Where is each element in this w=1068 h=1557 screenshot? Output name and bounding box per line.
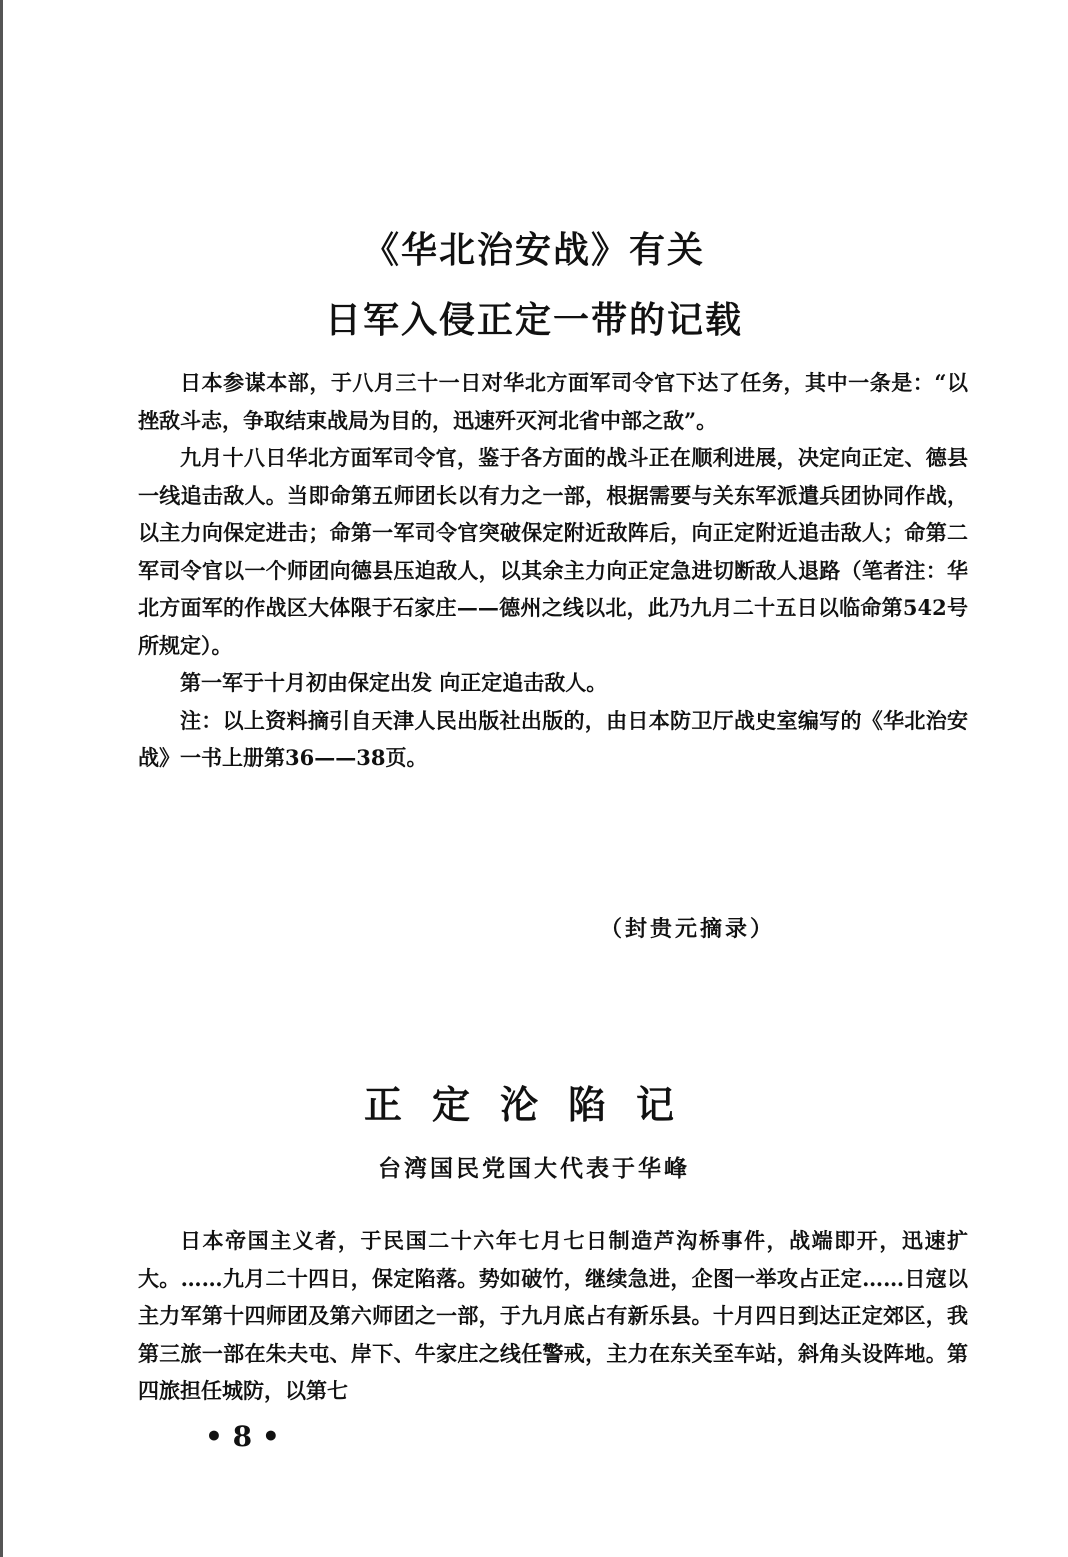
page-number: • 8 • [205, 1420, 280, 1453]
article1-note: 注：以上资料摘引自天津人民出版社出版的，由日本防卫厅战史室编写的《华北治安战》一书上册第36——38页。 [138, 707, 968, 770]
article1-signature: （封贵元摘录） [600, 916, 776, 942]
article1-paragraph: 日本参谋本部，于八月三十一日对华北方面军司令官下达了任务，其中一条是：“以挫敌斗志，争取结束战局为目的，迅速歼灭河北省中部之敌”。 [138, 370, 968, 433]
article2-paragraph: 日本帝国主义者，于民国二十六年七月七日制造芦沟桥事件，战端即开，迅速扩大。……九月二十四日，保定陷落。势如破竹，继续急进，企图一举攻占正定……日寇以主力军第十四师团及第六师团之一部，于九月底占有新乐县。十月四日到达正定郊区，我第三旅一部在朱夫屯、岸下、牛家庄之线任警戒，主力在东关至车站，斜角头设阵地。第四旅担任城防，以第七 [138, 1228, 968, 1403]
article1-body [138, 364, 968, 777]
article1-title-line2: 日军入侵正定一带的记载 [324, 299, 743, 341]
article2-author: 台湾国民党国大代表于华峰 [378, 1155, 690, 1182]
article2-title: 正定沦陷记 [363, 1082, 704, 1127]
article1-paragraph: 第一军于十月初由保定出发 向正定追击敌人。 [180, 670, 608, 695]
article1-paragraph: 九月十八日华北方面军司令官，鉴于各方面的战斗正在顺利进展，决定向正定、德县一线追击敌人。当即命第五师团长以有力之一部，根据需要与关东军派遣兵团协同作战，以主力向保定进击；命第一军司令官突破保定附近敌阵后，向正定附近追击敌人；命第二军司令官以一个师团向德县压迫敌人，以其余主力向正定急进切断敌人退路（笔者注：华北方面军的作战区大体限于石家庄——德州之线以北，此乃九月二十五日以临命第542号所规定）。 [138, 445, 968, 658]
article1-title-line1: 《华北治安战》有关 [362, 229, 705, 271]
article2-body [138, 1222, 968, 1410]
